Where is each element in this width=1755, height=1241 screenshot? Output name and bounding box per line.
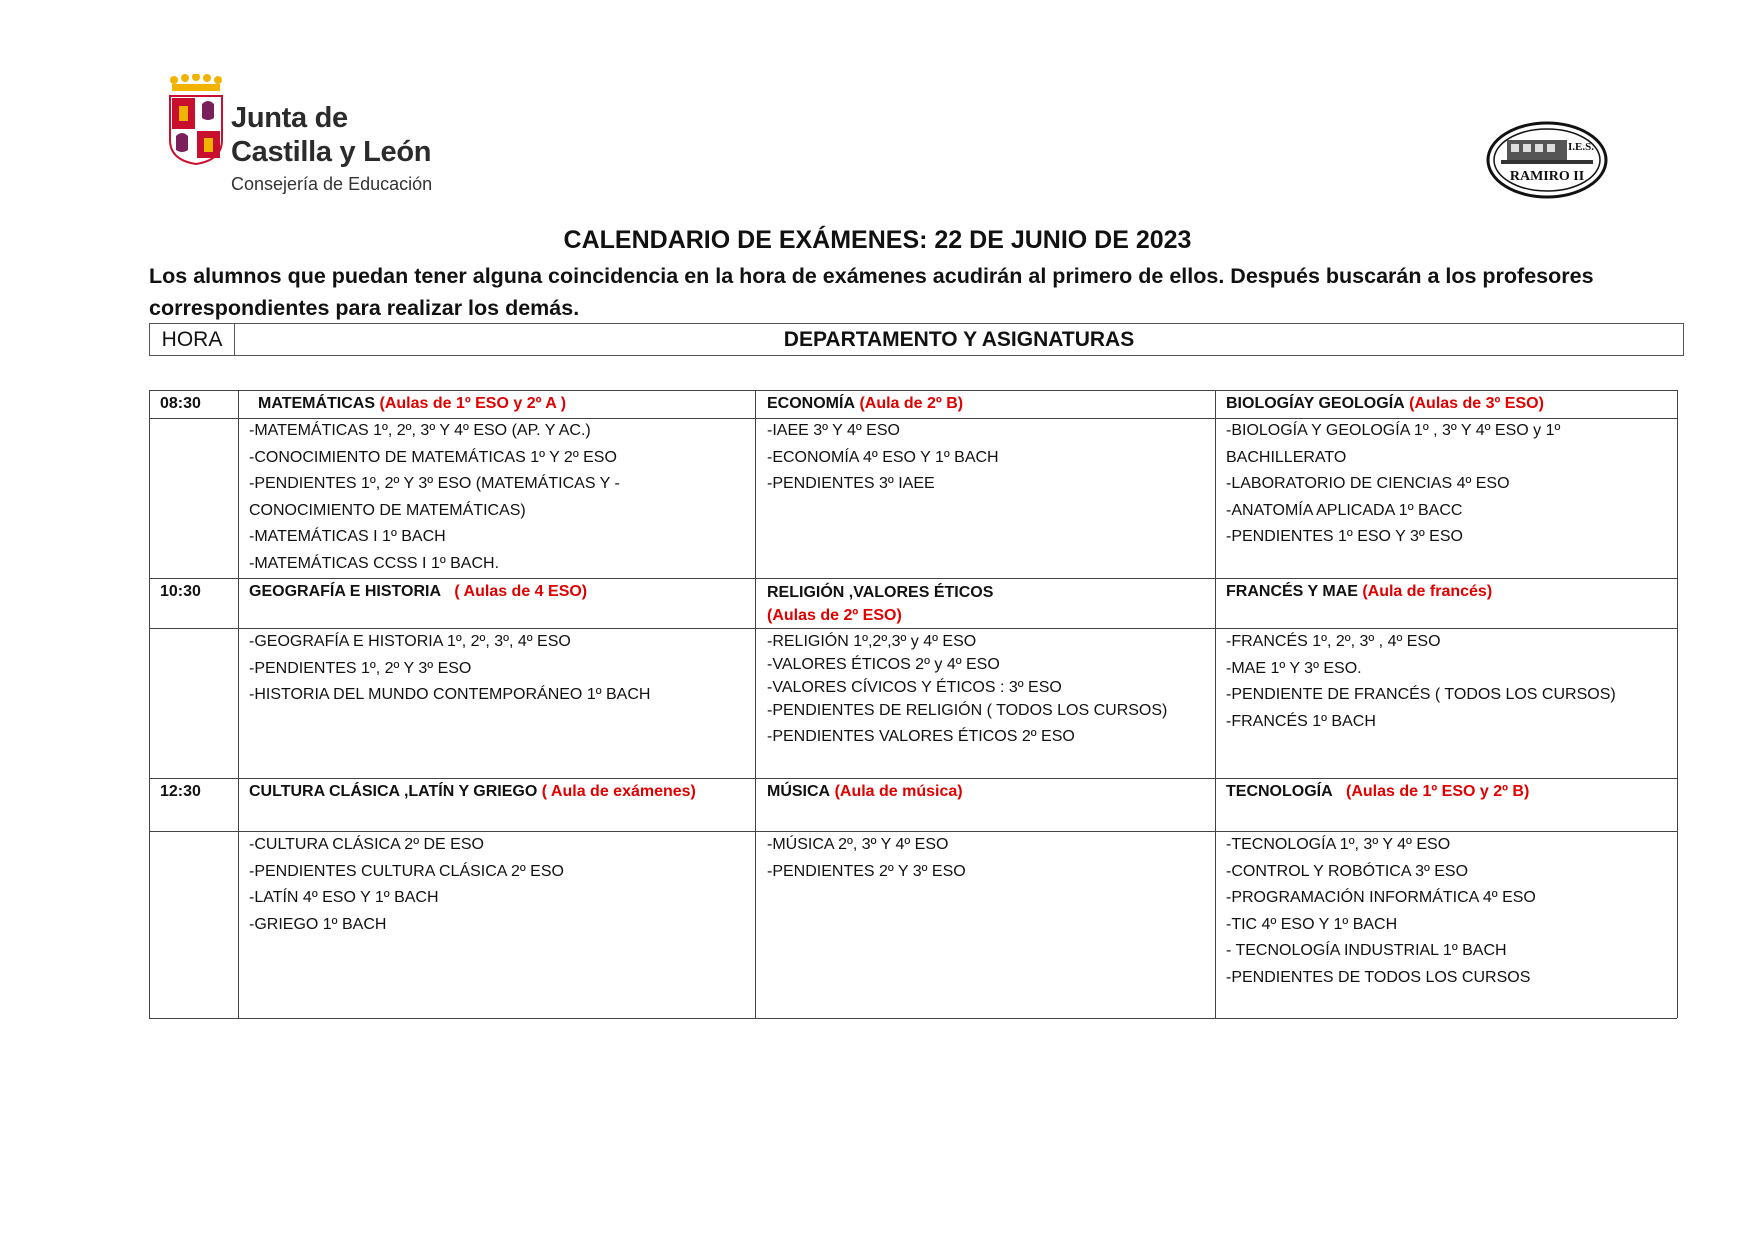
subject-item: -PENDIENTES 3º IAEE (767, 475, 935, 492)
department-heading (1226, 391, 1544, 418)
page-title: CALENDARIO DE EXÁMENES: 22 DE JUNIO DE 2023 (563, 226, 1192, 254)
table-border (149, 390, 150, 1018)
subject-item: BACHILLERATO (1226, 448, 1347, 466)
department-name: TECNOLOGÍA (1226, 783, 1333, 800)
department-name: Consejería de Educación (231, 174, 433, 194)
department-heading (767, 391, 963, 418)
department-heading (249, 579, 587, 606)
subject-item: - TECNOLOGÍA INDUSTRIAL 1º BACH (1226, 942, 1507, 959)
exam-room: (Aulas de 2º ESO) (767, 607, 902, 624)
table-border (1677, 390, 1678, 1018)
subject-item: -PENDIENTES DE TODOS LOS CURSOS (1226, 968, 1531, 986)
schedule-header-table (149, 323, 1684, 356)
subject-item: -TIC 4º ESO Y 1º BACH (1226, 915, 1398, 933)
subject-item: -CONTROL Y ROBÓTICA 3º ESO (1226, 862, 1469, 880)
department-name: FRANCÉS Y MAE (1226, 583, 1358, 600)
subject-item: -PENDIENTES 1º, 2º Y 3º ESO (MATEMÁTICAS Y - (249, 475, 620, 492)
exam-room: ( Aula de exámenes) (541, 783, 696, 800)
header-departments: DEPARTAMENTO Y ASIGNATURAS (783, 327, 1135, 351)
subject-list (767, 832, 966, 885)
subject-list (1226, 418, 1560, 551)
subject-item: -FRANCÉS 1º BACH (1226, 712, 1376, 730)
school-seal-name: RAMIRO II (1509, 169, 1585, 184)
subject-item: -PROGRAMACIÓN INFORMÁTICA 4º ESO (1226, 889, 1536, 906)
exam-schedule-table (149, 390, 1677, 1018)
subject-item: -MÚSICA 2º, 3º Y 4º ESO (767, 836, 949, 853)
subject-item: -BIOLOGÍA Y GEOLOGÍA 1º , 3º Y 4º ESO y 1º (1226, 422, 1561, 439)
jcyl-logo (166, 74, 456, 204)
department-heading (249, 779, 696, 806)
subject-list (767, 630, 1167, 748)
subject-item: -PENDIENTES 1º, 2º Y 3º ESO (249, 659, 472, 677)
subject-item: -PENDIENTES 2º Y 3º ESO (767, 862, 966, 880)
exam-room: ( Aulas de 4 ESO) (454, 583, 588, 600)
subject-item: -LABORATORIO DE CIENCIAS 4º ESO (1226, 475, 1510, 492)
institution-name-line1: Junta de (231, 102, 348, 134)
department-name: MATEMÁTICAS (258, 395, 376, 412)
table-border (238, 390, 239, 1018)
exam-room: (Aulas de 1º ESO y 2º A ) (379, 395, 567, 412)
subject-item: -MATEMÁTICAS CCSS I 1º BACH. (249, 554, 500, 572)
subject-list (249, 629, 650, 709)
subject-item: CONOCIMIENTO DE MATEMÁTICAS) (249, 501, 526, 519)
subject-list (249, 832, 564, 938)
subject-item: -GRIEGO 1º BACH (249, 915, 387, 933)
department-name: RELIGIÓN ,VALORES ÉTICOS (767, 584, 994, 601)
institution-name-line2: Castilla y León (231, 136, 432, 168)
subject-list (1226, 629, 1616, 735)
intro-text: Los alumnos que puedan tener alguna coincidencia en la hora de exámenes acudirán al primero de ellos. Después buscarán a los profesores correspondientes para realizar los demás. (149, 264, 1594, 320)
exam-room: (Aula de 2º B) (859, 395, 964, 412)
department-heading (767, 581, 993, 627)
subject-item: -PENDIENTES VALORES ÉTICOS 2º ESO (767, 728, 1075, 745)
header-hora: HORA (150, 324, 235, 355)
subject-item: -ECONOMÍA 4º ESO Y 1º BACH (767, 448, 999, 466)
subject-item: -VALORES ÉTICOS 2º y 4º ESO (767, 656, 1000, 673)
subject-item: -PENDIENTES 1º ESO Y 3º ESO (1226, 528, 1463, 545)
department-heading (1226, 579, 1492, 606)
coat-of-arms-icon (166, 74, 226, 166)
subject-item: -HISTORIA DEL MUNDO CONTEMPORÁNEO 1º BACH (249, 686, 651, 703)
subject-item: -CULTURA CLÁSICA 2º DE ESO (249, 836, 484, 853)
subject-item: -GEOGRAFÍA E HISTORIA 1º, 2º, 3º, 4º ESO (249, 633, 571, 650)
exam-room: (Aula de francés) (1362, 583, 1493, 600)
subject-list (767, 418, 999, 498)
subject-list (1226, 832, 1536, 991)
subject-item: -CONOCIMIENTO DE MATEMÁTICAS 1º Y 2º ESO (249, 448, 617, 466)
school-seal-top-text: I.E.S. (1568, 141, 1594, 153)
subject-item: -MATEMÁTICAS I 1º BACH (249, 528, 446, 545)
exam-room: (Aula de música) (834, 783, 963, 800)
department-name: CULTURA CLÁSICA ,LATÍN Y GRIEGO (249, 783, 538, 800)
table-border (1215, 390, 1216, 1018)
subject-item: -ANATOMÍA APLICADA 1º BACC (1226, 501, 1463, 519)
department-name: MÚSICA (767, 783, 831, 800)
subject-item: -RELIGIÓN 1º,2º,3º y 4º ESO (767, 633, 977, 650)
school-seal-icon (1485, 120, 1610, 200)
department-heading (1226, 779, 1529, 806)
subject-item: -VALORES CÍVICOS Y ÉTICOS : 3º ESO (767, 679, 1062, 696)
subject-item: -PENDIENTES CULTURA CLÁSICA 2º ESO (249, 862, 564, 880)
department-name: ECONOMÍA (767, 395, 855, 412)
department-name: BIOLOGÍAY GEOLOGÍA (1226, 395, 1405, 412)
table-border (755, 390, 756, 1018)
exam-room: (Aulas de 3º ESO) (1409, 395, 1544, 412)
table-border (149, 1018, 1677, 1019)
slot-time: 08:30 (160, 395, 201, 412)
subject-item: -PENDIENTE DE FRANCÉS ( TODOS LOS CURSOS) (1226, 686, 1616, 703)
subject-item: -MAE 1º Y 3º ESO. (1226, 659, 1362, 677)
subject-list (249, 418, 620, 577)
school-logo (1485, 120, 1610, 200)
subject-item: -PENDIENTES DE RELIGIÓN ( TODOS LOS CURSOS) (767, 702, 1168, 719)
slot-time: 12:30 (160, 783, 201, 800)
exam-room: (Aulas de 1º ESO y 2º B) (1346, 783, 1530, 800)
subject-item: -FRANCÉS 1º, 2º, 3º , 4º ESO (1226, 633, 1441, 650)
department-heading (767, 779, 963, 806)
subject-item: -IAEE 3º Y 4º ESO (767, 422, 900, 439)
subject-item: -MATEMÁTICAS 1º, 2º, 3º Y 4º ESO (AP. Y AC.) (249, 422, 591, 439)
department-name: GEOGRAFÍA E HISTORIA (249, 583, 442, 600)
slot-time: 10:30 (160, 583, 201, 600)
department-heading (258, 391, 566, 418)
subject-item: -TECNOLOGÍA 1º, 3º Y 4º ESO (1226, 836, 1451, 853)
subject-item: -LATÍN 4º ESO Y 1º BACH (249, 889, 439, 906)
